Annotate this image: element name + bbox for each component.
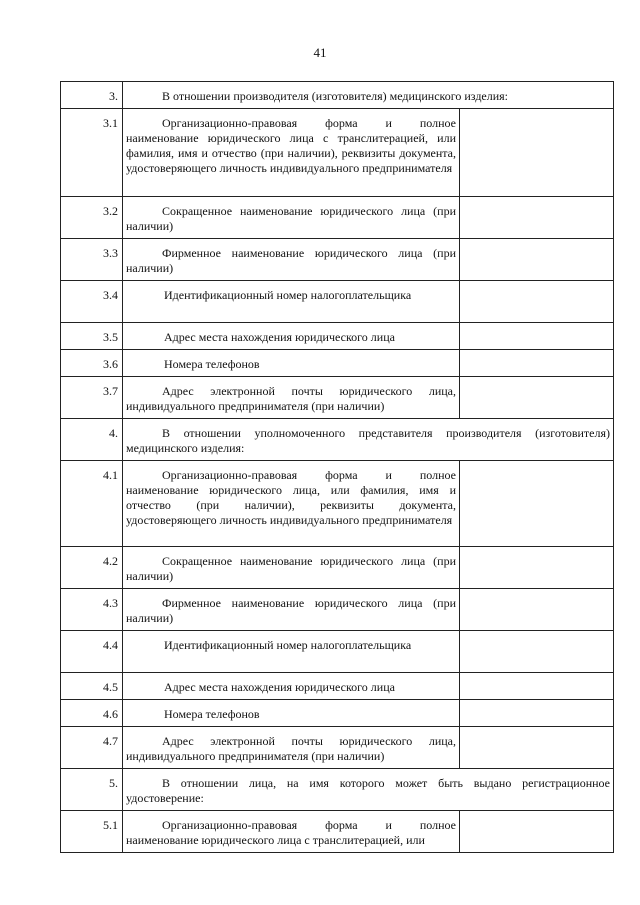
row-value-field[interactable]: [460, 323, 614, 350]
row-label: [123, 281, 460, 323]
row-value-field[interactable]: [460, 350, 614, 377]
row-value-field[interactable]: [460, 461, 614, 547]
row-label-text: Адрес места нахождения юридического лица: [164, 330, 395, 344]
table-row: [61, 377, 614, 419]
row-value-field[interactable]: [460, 547, 614, 589]
row-label: [123, 377, 460, 419]
row-number: 4.2: [61, 547, 123, 589]
table-row: [61, 700, 614, 727]
table-row: [61, 769, 614, 811]
table-row: [61, 350, 614, 377]
row-label: [123, 811, 460, 853]
row-value-field[interactable]: [460, 377, 614, 419]
row-value-field[interactable]: [460, 281, 614, 323]
row-label-text: Номера телефонов: [164, 707, 260, 721]
row-label-text: Фирменное наименование юридического лица (при наличии): [126, 596, 456, 625]
row-number: 3.4: [61, 281, 123, 323]
row-number: 4.3: [61, 589, 123, 631]
row-value-field[interactable]: [460, 727, 614, 769]
row-number: 4.: [61, 419, 123, 461]
row-number: 3.6: [61, 350, 123, 377]
section-heading: [123, 82, 614, 109]
row-label: [123, 547, 460, 589]
row-label: [123, 323, 460, 350]
row-label: [123, 631, 460, 673]
row-label-text: Адрес электронной почты юридического лица, индивидуального предпринимателя (при наличии): [126, 734, 456, 763]
row-label-text: Организационно-правовая форма и полное наименование юридического лица с транслитерацией, или: [126, 818, 456, 847]
table-row: [61, 811, 614, 853]
table-row: [61, 589, 614, 631]
row-value-field[interactable]: [460, 673, 614, 700]
row-value-field[interactable]: [460, 109, 614, 197]
row-number: 3.3: [61, 239, 123, 281]
row-label: [123, 727, 460, 769]
row-label-text: Идентификационный номер налогоплательщика: [164, 288, 412, 302]
page-number: 41: [313, 45, 327, 60]
row-label-text: Организационно-правовая форма и полное наименование юридического лица с транслитерацией, или фамилия, имя и отчество (при наличии), реквизиты документа, удостоверяющего личность индивидуального предпринимателя: [126, 116, 456, 175]
row-label-text: Идентификационный номер налогоплательщика: [164, 638, 412, 652]
table-row: [61, 547, 614, 589]
row-label: [123, 673, 460, 700]
row-number: 4.5: [61, 673, 123, 700]
row-value-field[interactable]: [460, 700, 614, 727]
table-row: [61, 673, 614, 700]
row-number: 4.6: [61, 700, 123, 727]
row-label-text: Организационно-правовая форма и полное наименование юридического лица, или фамилия, имя и отчество (при наличии), реквизиты документа, удостоверяющего личность индивидуального предпринимателя: [126, 468, 456, 527]
row-value-field[interactable]: [460, 631, 614, 673]
row-number: 4.1: [61, 461, 123, 547]
row-number: 4.4: [61, 631, 123, 673]
table-row: [61, 109, 614, 197]
row-value-field[interactable]: [460, 589, 614, 631]
section-heading-text: В отношении лица, на имя которого может быть выдано регистрационное удостоверение:: [126, 776, 611, 805]
row-number: 5.: [61, 769, 123, 811]
row-label: [123, 350, 460, 377]
row-label: [123, 197, 460, 239]
table-row: [61, 82, 614, 109]
table-row: [61, 197, 614, 239]
table-row: [61, 281, 614, 323]
row-number: 3.5: [61, 323, 123, 350]
row-number: 3.: [61, 82, 123, 109]
row-value-field[interactable]: [460, 239, 614, 281]
table-row: [61, 419, 614, 461]
row-label-text: Адрес электронной почты юридического лица, индивидуального предпринимателя (при наличии): [126, 384, 456, 413]
row-label: [123, 700, 460, 727]
row-number: 3.7: [61, 377, 123, 419]
row-label-text: Адрес места нахождения юридического лица: [164, 680, 395, 694]
row-number: 4.7: [61, 727, 123, 769]
row-label: [123, 109, 460, 197]
section-heading: [123, 419, 614, 461]
row-label-text: Сокращенное наименование юридического лица (при наличии): [126, 204, 456, 233]
row-value-field[interactable]: [460, 811, 614, 853]
section-heading-text: В отношении производителя (изготовителя) медицинского изделия:: [162, 89, 509, 103]
section-heading-text: В отношении уполномоченного представителя производителя (изготовителя) медицинского изделия:: [126, 426, 611, 455]
form-table: [60, 81, 614, 853]
row-number: 5.1: [61, 811, 123, 853]
table-row: [61, 323, 614, 350]
row-value-field[interactable]: [460, 197, 614, 239]
row-label-text: Номера телефонов: [164, 357, 260, 371]
row-number: 3.1: [61, 109, 123, 197]
row-label-text: Фирменное наименование юридического лица (при наличии): [126, 246, 456, 275]
table-row: [61, 461, 614, 547]
row-label: [123, 461, 460, 547]
row-label: [123, 239, 460, 281]
table-row: [61, 727, 614, 769]
row-label-text: Сокращенное наименование юридического лица (при наличии): [126, 554, 456, 583]
row-number: 3.2: [61, 197, 123, 239]
row-label: [123, 589, 460, 631]
table-row: [61, 239, 614, 281]
table-row: [61, 631, 614, 673]
section-heading: [123, 769, 614, 811]
